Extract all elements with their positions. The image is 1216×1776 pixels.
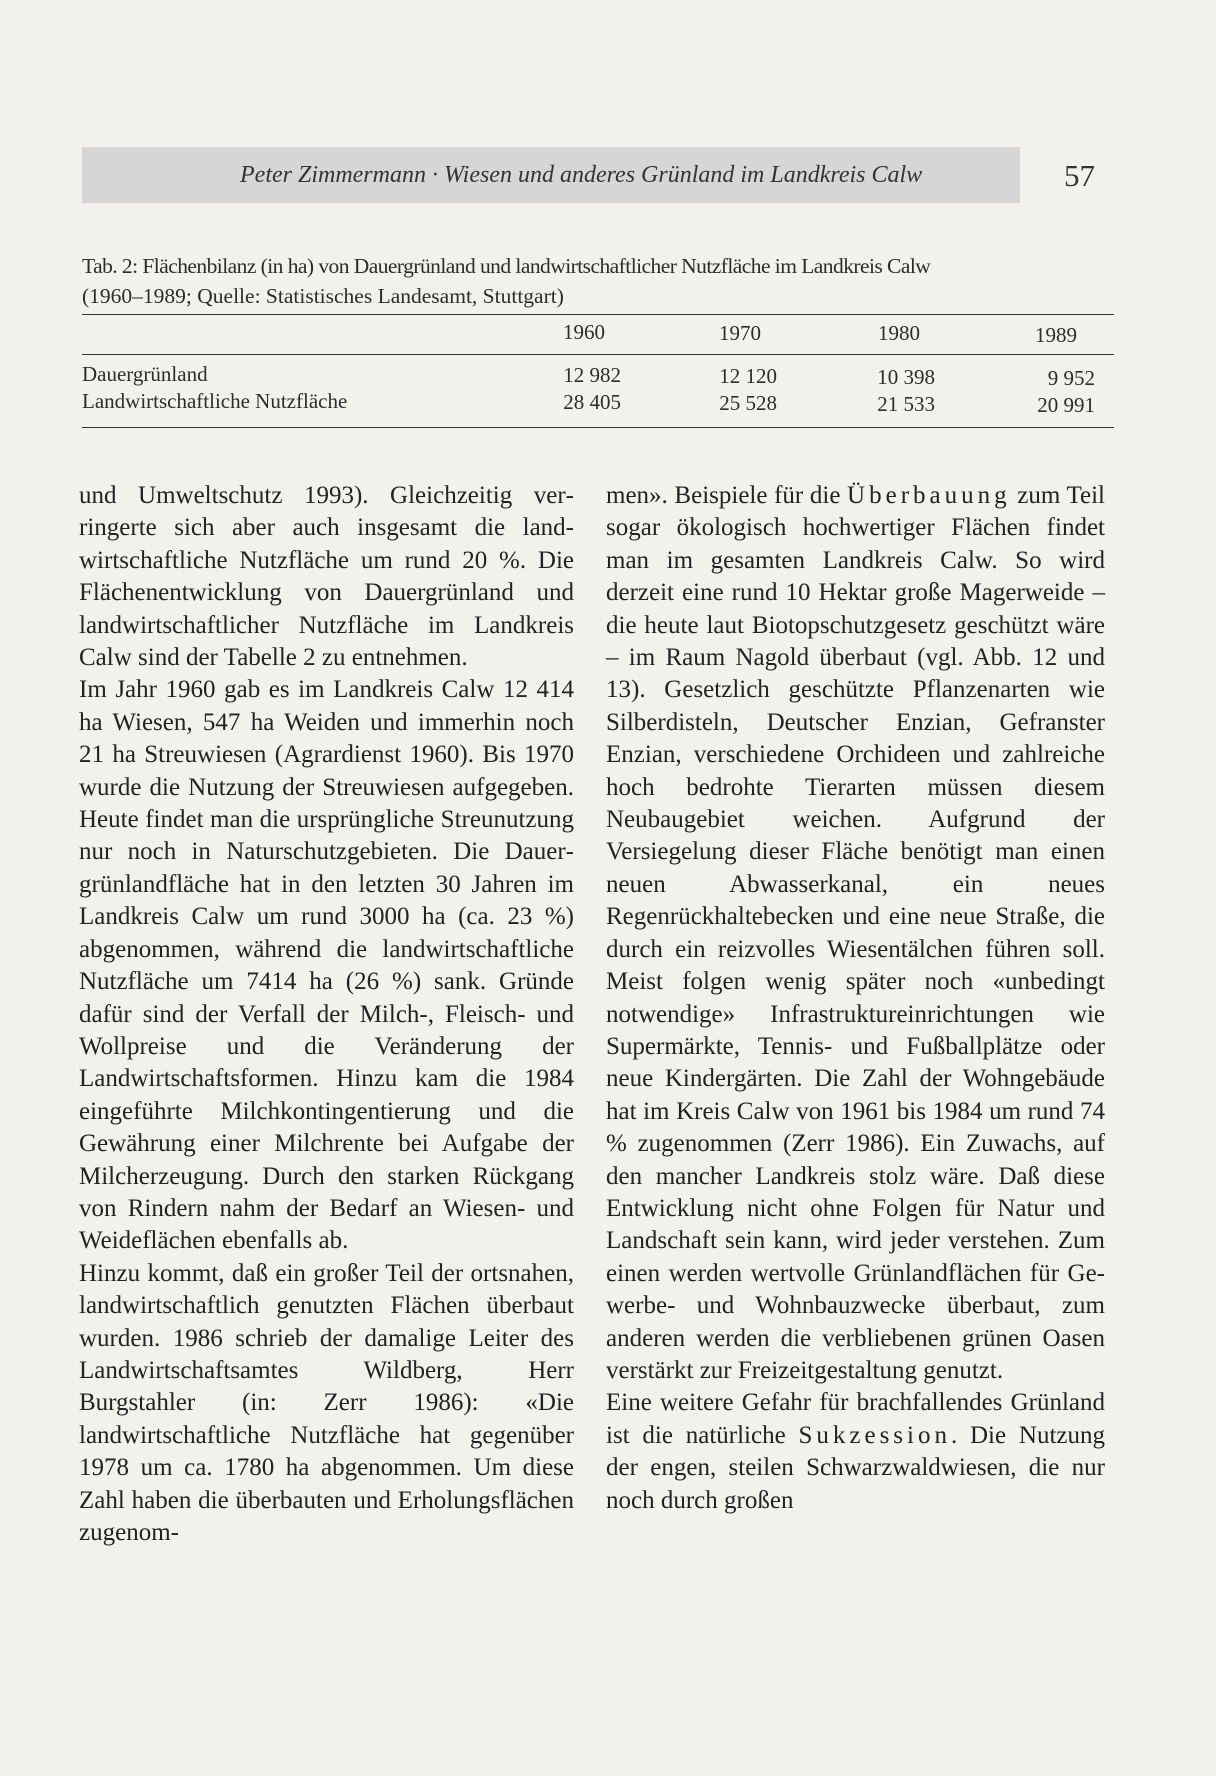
- table-header-1989: 1989: [1035, 323, 1077, 347]
- paragraph: [606, 480, 1105, 1387]
- table-top-rule: [82, 314, 1114, 315]
- paragraph-text: . Die Nutzung der engen, steilen Schwarzwaldwiesen, die nur noch durch großen: [606, 1421, 1105, 1514]
- table-cell: 25 528: [719, 391, 777, 415]
- table-caption: [82, 251, 1116, 311]
- table-cell: 12 982: [563, 363, 621, 387]
- table-cell: 12 120: [719, 364, 777, 388]
- paragraph: Im Jahr 1960 gab es im Landkreis Calw 12 414 ha Wiesen, 547 ha Weiden und immerhin noch 21 ha Streuwiesen (Agrardienst 1960). Bis 1970 wurde die Nutzung der Streuwiesen aufgegeben. Heute findet man die ursprüngliche Streunutzung nur noch in Naturschutzgebieten. Die Dauergrünlandfläche hat in den letzten 30 Jahren im Landkreis Calw um rund 3000 ha (ca. 23 %) abgenommen, während die landwirtschaftliche Nutzfläche um 7414 ha (26 %) sank. Gründe dafür sind der Verfall der Milch-, Fleisch- und Wollpreise und die Veränderung der Landwirtschaftsformen. Hinzu kam die 1984 eingeführte Milchkontingentierung und die Gewährung einer Milchrente bei Aufgabe der Milcherzeugung. Durch den starken Rückgang von Rindern nahm der Bedarf an Wiesen- und Weideflächen ebenfalls ab.: [79, 676, 574, 1255]
- paragraph-text: zum Teil sogar ökologisch hochwertiger Flächen findet man im gesamten Landkreis Calw. So wird derzeit eine rund 10 Hektar große Magerweide – die heute laut Biotopschutzgesetz geschützt wäre – im Raum Nagold überbaut (vgl. Abb. 12 und 13). Gesetzlich geschützte Pflanzenarten wie Silberdisteln, Deutscher Enzian, Gefranster Enzian, verschiedene Orchideen und zahlreiche hoch bedrohte Tierarten müssen diesem Neubaugebiet weichen. Aufgrund der Versiegelung dieser Fläche benötigt man einen neuen Abwasserkanal, ein neues Regenrückhaltebecken und eine neue Straße, die durch ein reizvolles Wiesentälchen führen soll. Meist folgen wenig später noch «unbedingt notwendige» Infrastruktureinrichtungen wie Supermärkte, Tennis- und Fußballplätze oder neue Kindergärten. Die Zahl der Wohngebäude hat im Kreis Calw von 1961 bis 1984 um rund 74 % zugenommen (Zerr 1986). Ein Zuwachs, auf den mancher Landkreis stolz wäre. Daß diese Entwicklung nicht ohne Folgen für Natur und Landschaft sein kann, wird jeder verstehen. Zum einen werden wertvolle Grünlandflächen für Gewerbe- und Wohnbauzwecke überbaut, zum anderen werden die verbliebenen grünen Oasen verstärkt zur Freizeitgestaltung genutzt.: [606, 482, 1105, 1384]
- spaced-emphasis: Sukzession: [798, 1421, 951, 1449]
- table-caption-line-1: Tab. 2: Flächenbilanz (in ha) von Dauergrünland und landwirtschaftlicher Nutzfläche im Landkreis Calw: [82, 254, 931, 278]
- table-header-rule: [82, 354, 1114, 355]
- table-row-label: Landwirtschaftliche Nutzfläche: [82, 389, 348, 413]
- paragraph-text: Eine weitere Gefahr für brachfallendes Grünland ist die natürliche: [606, 1389, 1105, 1449]
- table-header-1970: 1970: [719, 321, 761, 345]
- paragraph-text: men». Beispiele für die: [606, 482, 848, 509]
- page-number: 57: [1064, 158, 1095, 193]
- paragraph: Hinzu kommt, daß ein großer Teil der ortsnahen, landwirtschaftlich genutzten Flächen überbaut wurden. 1986 schrieb der damalige Leiter des Landwirtschaftsamtes Wildberg, Herr Burgstahler (in: Zerr 1986): «Die landwirtschaftliche Nutzfläche hat gegenüber 1978 um ca. 1780 ha abgenommen. Um diese Zahl haben die überbauten und Erholungsflächen zugenom-: [79, 1259, 574, 1546]
- spaced-emphasis: Überbauung: [847, 482, 1011, 509]
- table-caption-line-2: (1960–1989; Quelle: Statistisches Landesamt, Stuttgart): [82, 284, 564, 308]
- text-column-left: [79, 480, 574, 1549]
- table-header-1960: 1960: [563, 320, 605, 344]
- paragraph: [606, 1387, 1105, 1517]
- table-cell: 21 533: [877, 392, 935, 416]
- table-cell: 10 398: [877, 365, 935, 389]
- table-cell: 20 991: [1037, 393, 1095, 417]
- table-header-1980: 1980: [878, 321, 920, 345]
- table-cell: 28 405: [563, 390, 621, 414]
- running-header-title: Peter Zimmermann · Wiesen und anderes Grünland im Landkreis Calw: [240, 162, 923, 188]
- table-cell: 9 952: [1047, 366, 1095, 390]
- paragraph: und Umweltschutz 1993). Gleichzeitig verringerte sich aber auch insgesamt die landwirtschaftliche Nutzfläche um rund 20 %. Die Flächenentwicklung von Dauergrünland und landwirtschaftlicher Nutzfläche im Landkreis Calw sind der Tabelle 2 zu entnehmen.: [79, 482, 574, 672]
- text-column-right: [606, 480, 1105, 1517]
- table-bottom-rule: [82, 427, 1114, 428]
- table-row-label: Dauergrünland: [82, 362, 208, 386]
